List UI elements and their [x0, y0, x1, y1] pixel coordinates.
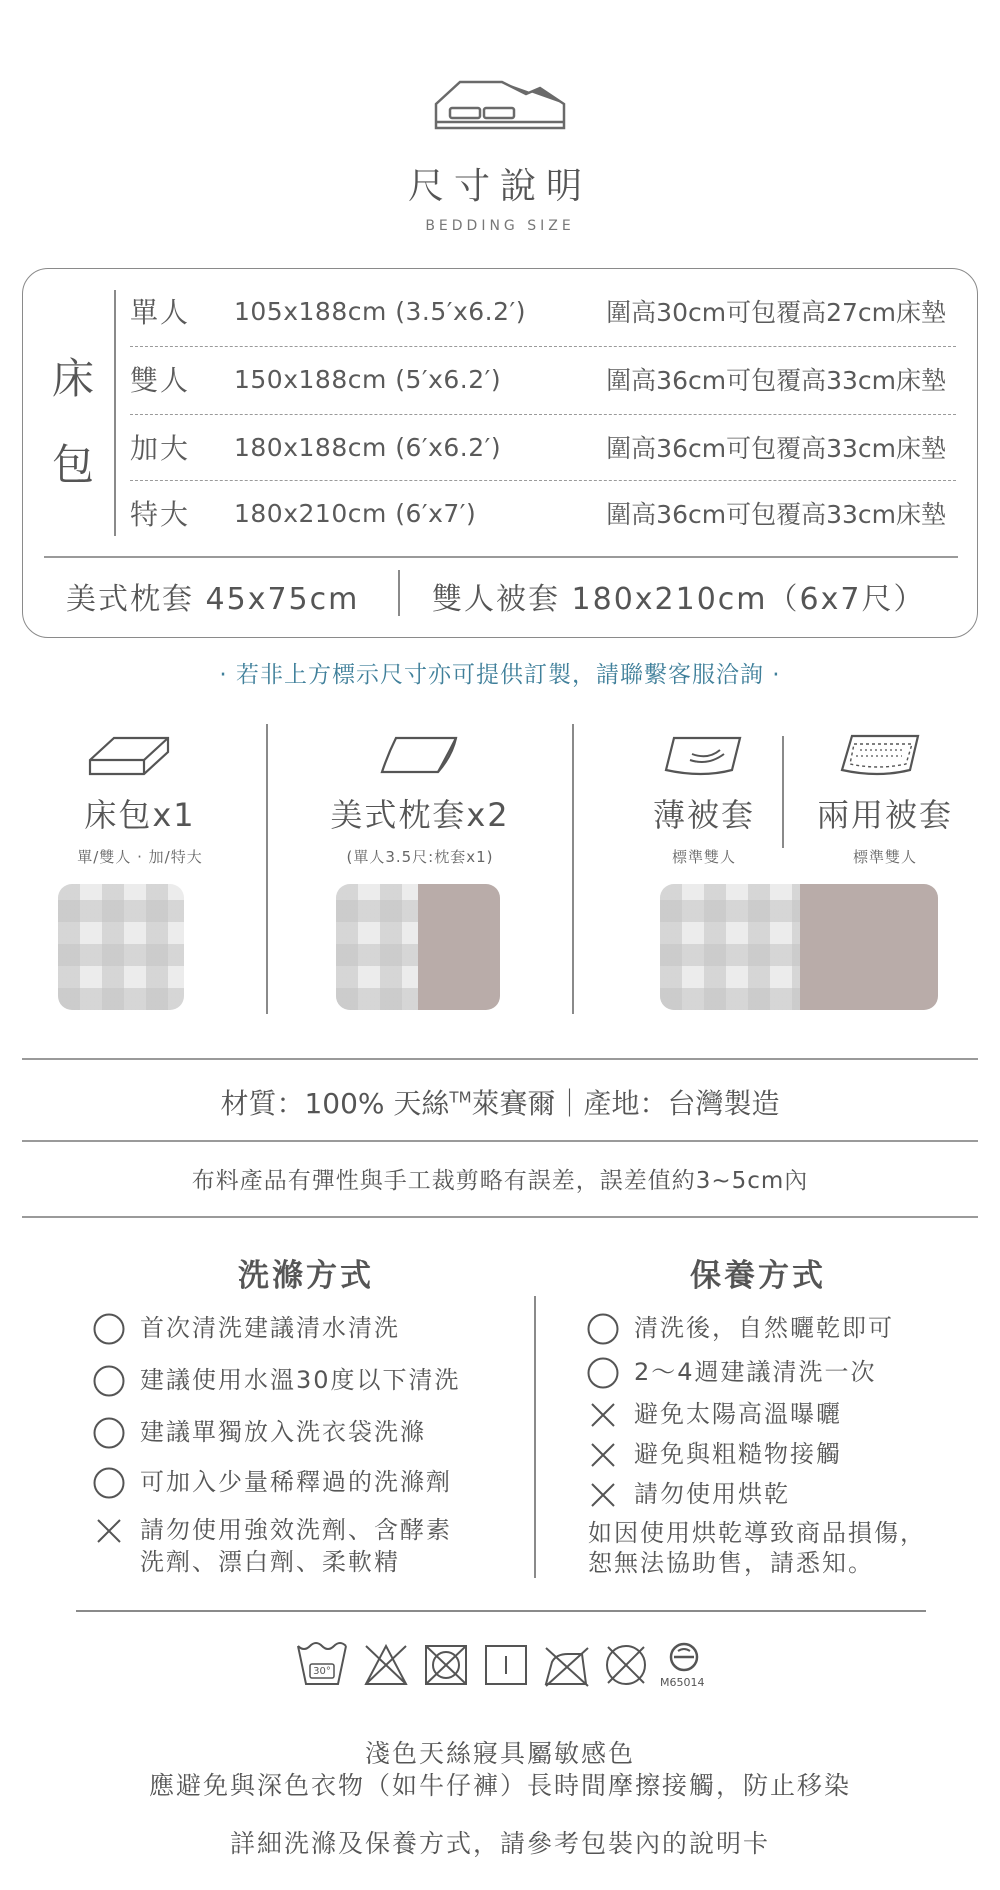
washing-item: 建議使用水溫30度以下清洗: [92, 1364, 461, 1398]
care-title: 保養方式: [690, 1258, 826, 1294]
pillow-size: 美式枕套 45x75cm: [66, 582, 360, 617]
footer-line: 詳細洗滌及保養方式，請參考包裝內的說明卡: [229, 1829, 770, 1858]
fabric-swatch-solid: [800, 884, 938, 1010]
material-info: 材質：100% 天絲™萊賽爾｜產地：台灣製造: [220, 1087, 780, 1120]
dryer-warning: 如因使用烘乾導致商品損傷， 恕無法協助售，請悉知。: [588, 1519, 926, 1577]
cross-icon: [92, 1514, 126, 1548]
fabric-swatch-solid: [418, 884, 500, 1010]
care-item: 避免與粗糙物接觸: [586, 1438, 842, 1472]
circle-icon: [92, 1312, 126, 1346]
page-subtitle: BEDDING SIZE: [425, 218, 575, 234]
circle-icon: [92, 1466, 126, 1500]
line-dry-icon: [486, 1646, 526, 1684]
no-iron-icon: [546, 1648, 588, 1686]
divider: [22, 1058, 978, 1060]
size-row-queen: 加大 180x188cm (6′x6.2′) 圍高36cm可包覆高33cm床墊: [130, 432, 946, 465]
product-title: 美式枕套x2: [330, 796, 510, 834]
divider: [572, 724, 574, 1014]
divider: [22, 1216, 978, 1218]
size-row-king: 特大 180x210cm (6′x7′) 圍高36cm可包覆高33cm床墊: [130, 498, 946, 531]
divider: [266, 724, 268, 1014]
custom-order-note: · 若非上方標示尺寸亦可提供訂製，請聯繫客服洽詢 ·: [219, 662, 781, 688]
circle-icon: [586, 1312, 620, 1346]
footer-line: 應避免與深色衣物（如牛仔褲）長時間摩擦接觸，防止移染: [148, 1771, 851, 1800]
page-title: 尺寸說明: [407, 166, 592, 207]
fitted-sheet-label: 床 包: [51, 354, 94, 489]
product-title: 兩用被套: [816, 796, 953, 834]
circle-icon: [92, 1416, 126, 1450]
product-subtitle: 單/雙人 · 加/特大: [77, 848, 203, 866]
washing-title: 洗滌方式: [238, 1258, 374, 1294]
divider: [398, 570, 400, 616]
fitted-sheet-icon: [84, 730, 174, 780]
divider: [114, 290, 116, 536]
wash-30-icon: [298, 1643, 346, 1684]
product-subtitle: 標準雙人: [852, 848, 917, 866]
divider: [782, 736, 784, 848]
product-subtitle: (單人3.5尺:枕套x1): [346, 848, 494, 866]
washing-item: 可加入少量稀釋過的洗滌劑: [92, 1466, 452, 1500]
divider: [76, 1610, 926, 1612]
certification-icon: [671, 1644, 697, 1670]
divider: [22, 1140, 978, 1142]
thin-quilt-icon: [662, 730, 746, 780]
laundry-symbols: [296, 1640, 716, 1692]
washing-item: 首次清洗建議清水清洗: [92, 1312, 400, 1346]
dual-quilt-icon: [838, 730, 924, 780]
no-bleach-icon: [366, 1646, 406, 1684]
care-item: 2～4週建議清洗一次: [586, 1356, 877, 1390]
product-title: 薄被套: [652, 796, 755, 834]
fabric-swatch-pair: [660, 884, 938, 1010]
divider: [44, 556, 958, 558]
cross-icon: [586, 1398, 620, 1432]
cross-icon: [586, 1438, 620, 1472]
tolerance-note: 布料產品有彈性與手工裁剪略有誤差，誤差值約3~5cm內: [191, 1168, 809, 1194]
care-item: 清洗後，自然曬乾即可: [586, 1312, 894, 1346]
fabric-swatch-check: [58, 884, 184, 1010]
bed-icon: [432, 74, 572, 136]
divider: [534, 1296, 536, 1578]
product-title: 床包x1: [84, 796, 196, 834]
washing-item: 建議單獨放入洗衣袋洗滌: [92, 1416, 426, 1450]
footer-line: 淺色天絲寢具屬敏感色: [364, 1739, 635, 1768]
care-item: 避免太陽高溫曝曬: [586, 1398, 842, 1432]
fabric-swatch-check: [336, 884, 418, 1010]
circle-icon: [586, 1356, 620, 1390]
washing-item: 請勿使用強效洗劑、含酵素 洗劑、漂白劑、柔軟精: [92, 1514, 452, 1578]
no-tumble-dry-icon: [426, 1646, 466, 1684]
duvet-size: 雙人被套 180x210cm（6x7尺）: [432, 582, 926, 617]
fabric-swatch-pair: [336, 884, 500, 1010]
pillowcase-icon: [378, 730, 462, 780]
cross-icon: [586, 1478, 620, 1512]
size-bottom-row: [22, 566, 978, 624]
no-dry-clean-icon: [607, 1646, 645, 1684]
size-row-double: 雙人 150x188cm (5′x6.2′) 圍高36cm可包覆高33cm床墊: [130, 364, 946, 397]
size-row-single: 單人 105x188cm (3.5′x6.2′) 圍高30cm可包覆高27cm床墊: [130, 296, 946, 329]
circle-icon: [92, 1364, 126, 1398]
wash-temp-label: 30°: [313, 1666, 331, 1677]
cert-number: M65014: [660, 1676, 705, 1689]
fabric-swatch-check: [660, 884, 800, 1010]
care-item: 請勿使用烘乾: [586, 1478, 790, 1512]
product-subtitle: 標準雙人: [671, 848, 736, 866]
